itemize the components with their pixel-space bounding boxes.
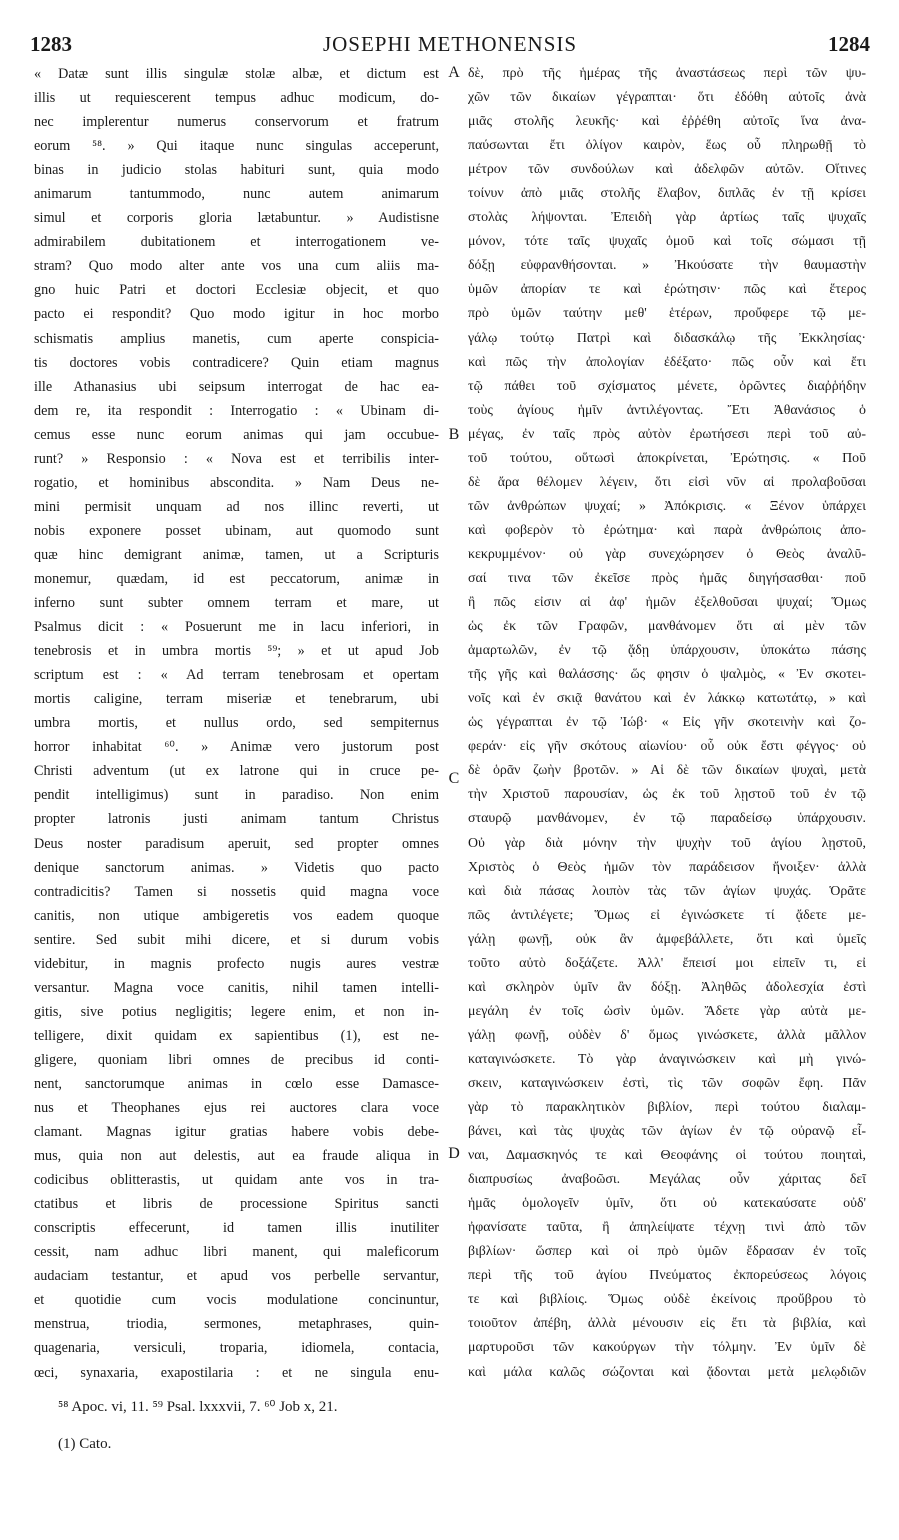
footnote-references: ⁵⁸ Apoc. vi, 11. ⁵⁹ Psal. lxxxvii, 7. ⁶⁰ Job x, 21. [58, 1399, 338, 1415]
greek-text-line: καὶ διὰ πάσας λοιπὸν τὰς τῶν ἁγίων ψυχάς. Ὁρᾶτε [468, 883, 866, 899]
latin-text-line: œci, synaxaria, exapostilaria : et ne singula enu- [34, 1364, 439, 1381]
latin-text-line: Psalmus dicit : « Posuerunt me in lacu inferiori, in [34, 619, 439, 636]
latin-text-line: nent, sanctorumque animas in cœlo esse Damasce- [34, 1075, 439, 1092]
greek-text-line: βάνει, καὶ τὰς ψυχὰς τῶν ἁγίων ἐν τῷ οὐρανῷ εἶ- [468, 1124, 866, 1140]
greek-text-line: μαρτυροῦσι τῶν κακούργων τὴν τόλμην. Ἐν ὑμῖν δὲ [468, 1340, 866, 1356]
latin-text-line: contradicitis? Tamen si nossetis quid magna voce [34, 883, 439, 900]
latin-text-line: monemur, quædam, id est peccatorum, animæ in [34, 570, 439, 587]
greek-text-line: τῶν ἀνθρώπων ψυχαί; » Ἀπόκρισις. « Ξένον ὑπάρχει [468, 498, 866, 514]
greek-text-line: στολὰς λήψονται. Ἐπειδὴ γὰρ ἀρτίως ταῖς ψυχαῖς [468, 210, 866, 226]
greek-text-line: παύσωνται ἔτι ὀλίγον καιρὸν, ἕως οὗ πληρωθῇ τὸ [468, 138, 866, 154]
greek-text-line: ἢ πῶς εἰσιν αἱ ἀφ' ἡμῶν ἐξελθοῦσαι ψυχαί; Ὅμως [468, 595, 866, 611]
greek-text-line: τῆς γῆς καὶ θαλάσσης· ὥς φησιν ὁ ψαλμὸς, « Ἐν σκοτει- [468, 667, 866, 683]
latin-text-line: mortis caligine, terram miseriæ et tenebrarum, ubi [34, 691, 439, 708]
margin-marker-d: D [448, 1145, 460, 1162]
latin-text-line: cessit, nam adhuc libri manent, qui maleficorum [34, 1244, 439, 1261]
latin-text-line: dem re, ita respondit : Interrogatio : « Ubinam di- [34, 402, 439, 419]
greek-text-line: περὶ τῆς τοῦ ἁγίου Πνεύματος ἐκπορεύσεως λόγοις [468, 1268, 866, 1284]
latin-text-line: menstrua, triodia, sermones, metaphrases, quin- [34, 1316, 439, 1333]
latin-text-line: gligere, quoniam libri omnes de precibus id conti- [34, 1051, 439, 1068]
greek-text-line: κεκρυμμένον· οὐ γὰρ συνεχώρησεν ὁ Θεὸς ἀναλῦ- [468, 546, 866, 562]
latin-text-line: tenebrosis et in umbra mortis ⁵⁹; » et ut apud Job [34, 643, 439, 660]
greek-text-line: καὶ πῶς τὴν ἀπολογίαν ἐδέξατο· πῶς οὖν καὶ ἔτι [468, 354, 866, 370]
page-header [30, 32, 870, 60]
greek-text-line: ὑμῶν ἀπορίαν τε καὶ ἐρώτησιν· πῶς καὶ ἕτερος [468, 282, 866, 298]
footnote-cato: (1) Cato. [58, 1436, 112, 1452]
greek-text-line: τοίνυν ἀπὸ μιᾶς στολῆς ἔλαβον, διπλᾶς ἐν τῇ κρίσει [468, 186, 866, 202]
greek-text-line: ὡς ἐκ τῶν Γραφῶν, μανθάνομεν ὅτι αἱ μὲν τῶν [468, 619, 866, 635]
latin-text-line: pacto ei respondit? Quo modo igitur in hoc morbo [34, 306, 439, 323]
greek-text-line: γάλῳ τούτῳ Πατρὶ καὶ διδασκάλῳ τῆς Ἐκκλησίας· [468, 330, 866, 346]
greek-text-line: φεράν· εἰς γῆν σκότους αἰωνίου· οὗ οὐκ ἔστι φέγγος· οὐ [468, 739, 866, 755]
greek-text-line: διαπρυσίως ἀναβοῶσι. Μεγάλας οὖν χάριτας δεῖ [468, 1172, 866, 1188]
latin-text-line: runt? » Responsio : « Nova est et terribilis inter- [34, 450, 439, 467]
latin-text-line: nobis exponere posset ubinam, aut quomodo sunt [34, 522, 439, 539]
greek-text-line: δὲ ἄρα θέλομεν λέγειν, ὅτι εἰσὶ νῦν αἱ προλαβοῦσαι [468, 474, 866, 490]
greek-text-line: τῷ πάθει τοῦ σχίσματος μένετε, ὁρῶντες διαῤῥήδην [468, 378, 866, 394]
latin-text-line: ctatibus et libris de processione Spiritus sancti [34, 1196, 439, 1213]
greek-text-line: νοῖς καὶ ἐν σκιᾷ θανάτου καὶ ἐν λάκκῳ κατωτάτῳ, » καὶ [468, 691, 866, 707]
latin-text-line: gno huic Patri et doctori Ecclesiæ objecit, et quo [34, 282, 439, 299]
latin-text-line: mini permisit unquam ad nos illinc reverti, ut [34, 498, 439, 515]
latin-text-line: clamant. Magnas igitur gratias habere vobis debe- [34, 1124, 439, 1141]
greek-text-line: μιᾶς στολῆς λευκῆς· καὶ ἐῤῥέθη αὐτοῖς ἵνα ἀνα- [468, 114, 866, 130]
latin-text-line: binas in judicio stolas habituri sunt, quia modo [34, 162, 439, 179]
latin-text-line: Deus noster paradisum aperuit, sed propter omnes [34, 835, 439, 852]
latin-text-line: schismatis amplius manetis, cum aperte conspicia- [34, 330, 439, 347]
greek-text-line: σκειν, καταγινώσκειν ἐστὶ, τὶς τῶν σοφῶν ἔφη. Πᾶν [468, 1075, 866, 1091]
margin-marker-a: A [448, 64, 460, 81]
running-title: JOSEPHI METHONENSIS [322, 32, 578, 56]
greek-text-line: τοὺς ἁγίους ἡμῖν ἀντιλέγοντας. Ἔτι Ἀθανάσιος ὁ [468, 402, 866, 418]
greek-text-line: πῶς ἀντιλέγετε; Ὅμως εἰ ἐγινώσκετε τί ᾄδετε με- [468, 907, 866, 923]
latin-text-line: umbra mortis, et nullus ordo, sed sempiternus [34, 715, 439, 732]
latin-text-line: propter latronis justi animam tantum Christus [34, 811, 439, 828]
latin-text-line: rogatio, et hominibus abscondita. » Nam Deus ne- [34, 474, 439, 491]
greek-text-line: μέγας, ἐν ταῖς πρὸς αὐτὸν ἐρωτήσεσι περὶ τοῦ αὐ- [468, 426, 866, 442]
latin-text-line: scriptum est : « Ad terram tenebrosam et opertam [34, 667, 439, 684]
latin-text-line: animarum tantummodo, nunc autem animarum [34, 186, 439, 203]
latin-text-line: inferno sunt subter omnem terram et mare, ut [34, 595, 439, 612]
latin-text-line: illis ut requiescerent tempus adhuc modicum, do- [34, 90, 439, 107]
latin-text-line: quæ hinc demigrant animæ, tamen, ut a Scripturis [34, 546, 439, 563]
greek-text-line: ὡς γέγραπται ἐν τῷ Ἰώβ· « Εἰς γῆν σκοτεινὴν καὶ ζο- [468, 715, 866, 731]
page-number-left: 1283 [30, 32, 72, 56]
latin-text-line: tis doctores vobis contradicere? Quin etiam magnus [34, 354, 439, 371]
latin-text-line: codicibus oblitterastis, ut quidam ante vos in tra- [34, 1172, 439, 1189]
greek-text-line: δὲ, πρὸ τῆς ἡμέρας τῆς ἀναστάσεως περὶ τῶν ψυ- [468, 66, 866, 81]
greek-text-line: καὶ σκληρὸν ὑμῖν ἂν δόξῃ. Ἀληθῶς ἀδολεσχία ἐστὶ [468, 979, 866, 995]
greek-text-line: ναι, Δαμασκηνός τε καὶ Θεοφάνης οἱ τούτου ποιηταὶ, [468, 1148, 866, 1164]
latin-text-line: mus, quia non aut delestis, aut ea fraude aliqua in [34, 1148, 439, 1165]
latin-text-line: stram? Quo modo alter ante vos una cum aliis ma- [34, 258, 439, 275]
margin-marker-c: C [448, 770, 460, 787]
greek-text-line: μέτρον τῶν συνδούλων καὶ ἀδελφῶν αὐτῶν. Οἵτινες [468, 162, 866, 178]
latin-text-line: nus et Theophanes ejus rei auctores clara voce [34, 1100, 439, 1117]
latin-text-line: simul et corporis gloria lætabuntur. » Audistisne [34, 210, 439, 227]
greek-text-line: καὶ μάλα καλῶς σώζονται καὶ ᾄδονται μετὰ μελῳδιῶν [468, 1364, 866, 1380]
latin-text-line: gitis, sive potius negligitis; legere enim, et non in- [34, 1003, 439, 1020]
greek-text-line: καὶ φοβερὸν τὸ ἐρώτημα· καὶ παρὰ ἀνθρώποις ἀπο- [468, 522, 866, 538]
latin-text-line: admirabilem dubitationem et interrogationem ve- [34, 234, 439, 251]
latin-text-line: quagenaria, versiculi, troparia, idiomela, contacia, [34, 1340, 439, 1357]
latin-text-line: et quotidie cum vocis modulatione concinuntur, [34, 1292, 439, 1309]
greek-text-line: βιβλίων· ὥσπερ καὶ οἱ πρὸ ὑμῶν ἔδρασαν ἐν τοῖς [468, 1244, 866, 1260]
greek-text-line: χῶν τῶν δικαίων γέγραπται· ὅτι ἐδόθη αὐτοῖς ἀνὰ [468, 90, 866, 106]
latin-text-line: Christi adventum (ut ex latrone qui in cruce pe- [34, 763, 439, 780]
greek-text-line: γάλῃ φωνῇ, οὐκ ἂν ἀμφεβάλλετε, ὅτι καὶ ὑμεῖς [468, 931, 866, 947]
latin-text-line: horror inhabitat ⁶⁰. » Animæ vero justorum post [34, 739, 439, 756]
footnotes [58, 1392, 758, 1458]
latin-text-line: eorum ⁵⁸. » Qui itaque nunc singulas acceperunt, [34, 138, 439, 155]
greek-text-line: ἡμᾶς ὁμολογεῖν ὑμῖν, ὅτι οὐ κατεκαύσατε οὐδ' [468, 1196, 866, 1212]
latin-text-line: versantur. Magna voce canitis, nihil tamen intelli- [34, 979, 439, 996]
latin-column [34, 62, 439, 1381]
greek-text-line: τὴν Χριστοῦ παρουσίαν, ὡς ἐκ τοῦ λῃστοῦ τοῦ ἐν τῷ [468, 787, 866, 803]
greek-text-line: γάλῃ φωνῇ, οὐδὲν δ' ὅμως γινώσκετε, ἀλλὰ μᾶλλον [468, 1027, 866, 1043]
latin-text-line: pendit intelligimus) sunt in paradiso. Non enim [34, 787, 439, 804]
greek-text-line: σαί τινα τῶν ἐκεῖσε πρὸς ἡμᾶς διηγήσασθαι· ποῦ [468, 570, 866, 586]
latin-text-line: canitis, non utique ambigeretis vos eadem quoque [34, 907, 439, 924]
latin-text-line: telligere, dixit quidam ex sapientibus (1), est ne- [34, 1027, 439, 1044]
greek-text-line: τοῦτο αὐτὸ δοξάζετε. Ἀλλ' ἔπεισί μοι εἰπεῖν τι, εἰ [468, 955, 866, 971]
latin-text-line: cemus esse nunc eorum animas qui jam occubue- [34, 426, 439, 443]
latin-text-line: conscriptis effecerunt, id tamen illis inutiliter [34, 1220, 439, 1237]
greek-text-line: σταυρῷ μανθάνομεν, ἐν τῷ παραδείσῳ ὑπάρχουσιν. [468, 811, 866, 827]
greek-text-line: μεγάλη ἐν τοῖς ὠσὶν ὑμῶν. Ἄδετε γὰρ αὐτὰ με- [468, 1003, 866, 1019]
greek-text-line: δὲ ὁρᾶν ζωὴν βροτῶν. » Αἱ δὲ τῶν δικαίων ψυχαὶ, μετὰ [468, 763, 866, 779]
greek-text-line: γὰρ τὸ παρακλητικὸν βιβλίον, περὶ τούτου διαλαμ- [468, 1100, 866, 1116]
greek-text-line: πρὸ ὑμῶν ταύτην μεθ' ἑτέρων, προὔφερε τῷ με- [468, 306, 866, 322]
greek-text-line: Οὐ γὰρ διὰ μόνην τὴν ψυχὴν τοῦ ἁγίου λῃστοῦ, [468, 835, 866, 851]
latin-text-line: « Datæ sunt illis singulæ stolæ albæ, et dictum est [34, 66, 439, 82]
greek-text-line: τε καὶ βιβλίοις. Ὅμως οὐδὲ ἐκείνοις προὔβρου τὸ [468, 1292, 866, 1308]
latin-text-line: sentire. Sed subit mihi dicere, et si durum vobis [34, 931, 439, 948]
latin-text-line: audaciam testantur, et apud vos perbelle servantur, [34, 1268, 439, 1285]
margin-marker-b: B [448, 426, 460, 443]
latin-text-line: ille Athanasius ubi seipsum interrogat de hac ea- [34, 378, 439, 395]
greek-text-line: ἁμαρτωλῶν, ἐν τῷ ᾅδῃ ὑπάρχουσιν, ὑποκάτω πάσης [468, 643, 866, 659]
page-number-right: 1284 [828, 32, 870, 56]
latin-text-line: videbitur, in magnis profecto nugis aures vestræ [34, 955, 439, 972]
latin-text-line: nec implerentur numerus conservorum et fratrum [34, 114, 439, 131]
greek-text-line: ἠφανίσατε ταῦτα, ἢ ἀπηλείψατε τέχνῃ τινὶ ἀπὸ τῶν [468, 1220, 866, 1236]
latin-text-line: denique sanctorum animas. » Videtis quo pacto [34, 859, 439, 876]
greek-text-line: τοιοῦτον ἀπέβη, ἀλλὰ μένουσιν εἰς ἔτι τὰ βιβλία, καὶ [468, 1316, 866, 1332]
greek-column [468, 62, 866, 1380]
greek-text-line: καταγινώσκετε. Τὸ γὰρ ἀναγινώσκειν καὶ μὴ γινώ- [468, 1051, 866, 1067]
greek-text-line: τοῦ τούτου, οὕτωσὶ ἀποκρίνεται, Ἐρώτησις. « Ποῦ [468, 450, 866, 466]
greek-text-line: Χριστὸς ὁ Θεὸς ἡμῶν τὸν παράδεισον ἤνοιξεν· ἀλλὰ [468, 859, 866, 875]
greek-text-line: δόξῃ εὐφρανθήσονται. » Ἠκούσατε τὴν θαυμαστὴν [468, 258, 866, 274]
greek-text-line: μόνον, τότε ταῖς ψυχαῖς ὁμοῦ καὶ τοῖς σώμασι τῇ [468, 234, 866, 250]
